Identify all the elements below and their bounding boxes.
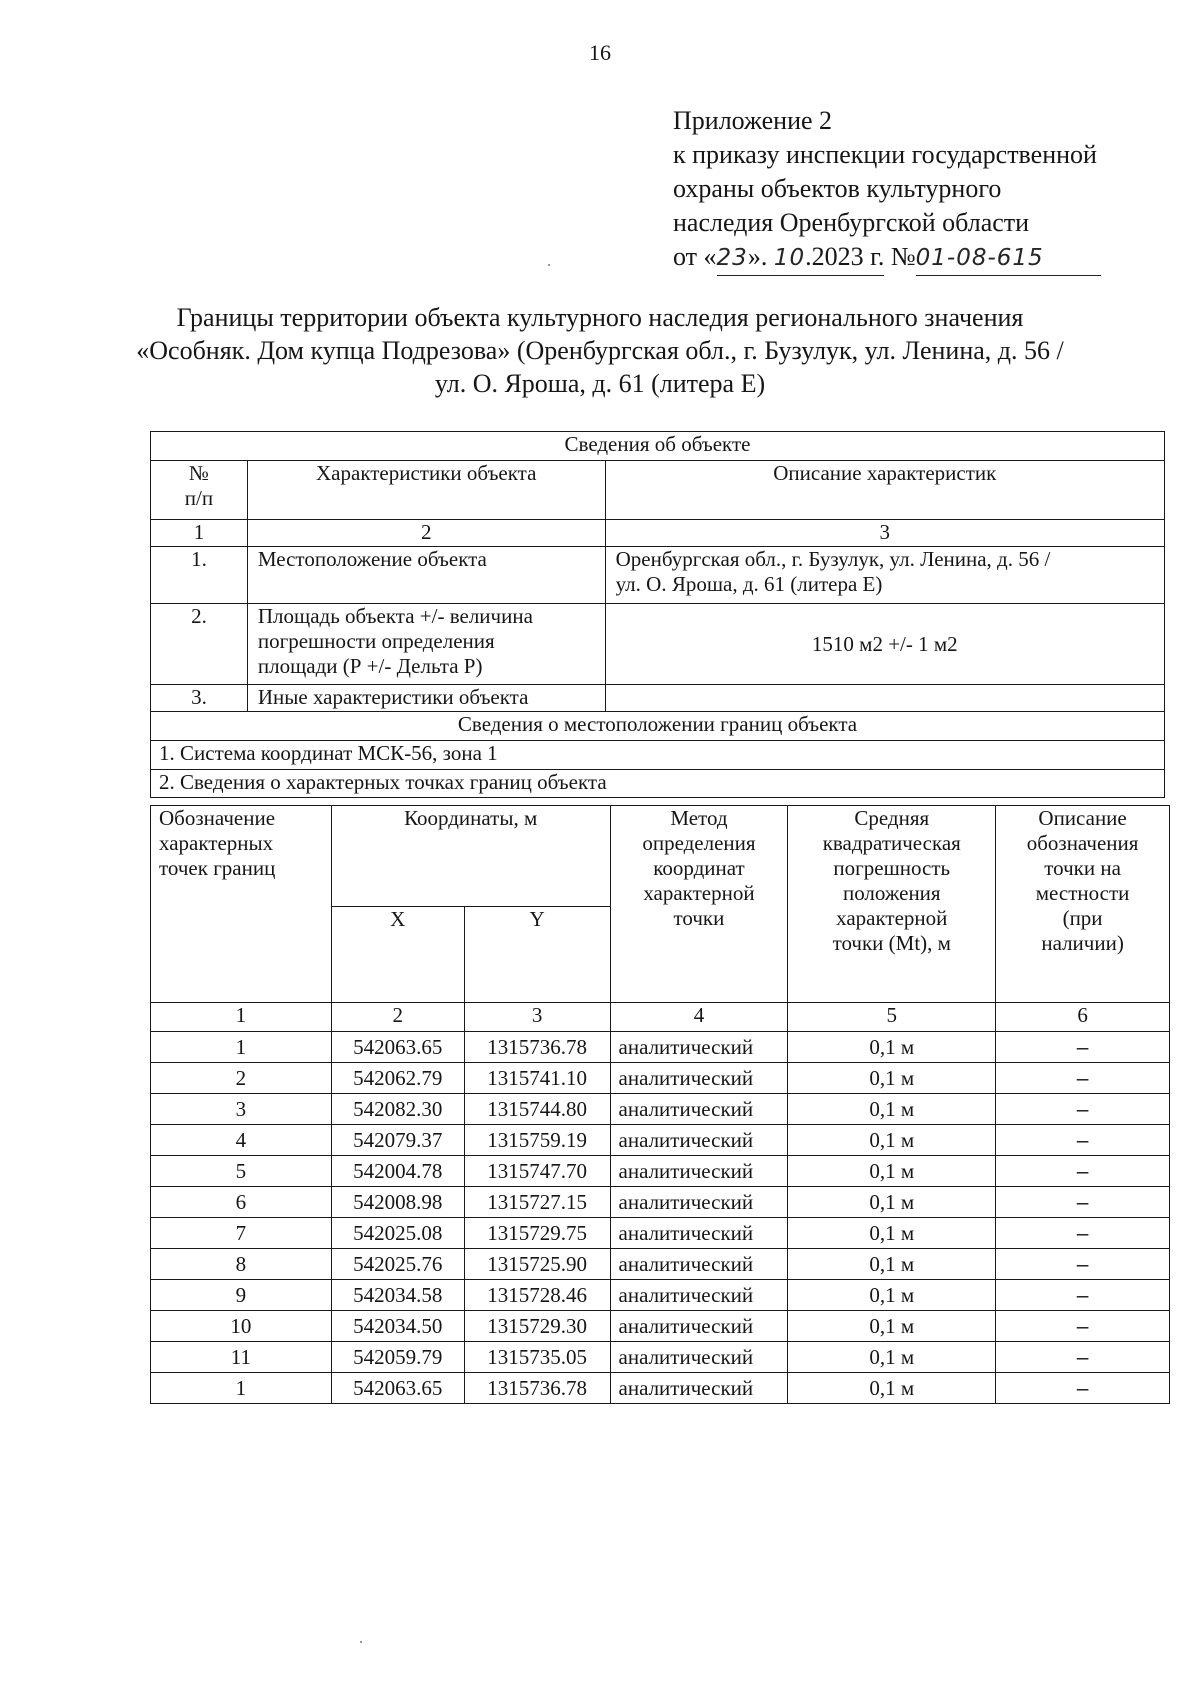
header-designation: Обозначение характерных точек границ [151, 806, 332, 1003]
error-cell: 0,1 м [788, 1032, 996, 1063]
row-num: 1. [151, 547, 248, 604]
number-prefix: № [884, 242, 916, 271]
description-cell: – [996, 1187, 1170, 1218]
table-row [151, 1187, 1170, 1218]
coordinate-y: 1315725.90 [464, 1249, 610, 1280]
title-line: Границы территории объекта культурного наследия регионального значения [176, 303, 1024, 332]
table-row [151, 1156, 1170, 1187]
row-characteristic: Иные характеристики объекта [247, 685, 605, 712]
description-cell: – [996, 1280, 1170, 1311]
point-number: 3 [151, 1094, 332, 1125]
title-line: ул. О. Яроша, д. 61 (литера Е) [434, 369, 766, 398]
date-day: 23 [716, 245, 748, 271]
error-cell: 0,1 м [788, 1063, 996, 1094]
method-cell: аналитический [610, 1311, 788, 1342]
method-cell: аналитический [610, 1156, 788, 1187]
point-number: 11 [151, 1342, 332, 1373]
scan-artifact [548, 264, 550, 266]
coordinate-y: 1315747.70 [464, 1156, 610, 1187]
header-error: Средняя квадратическая погрешность положения характерной точки (Mt), м [788, 806, 996, 1003]
description-cell: – [996, 1125, 1170, 1156]
error-cell: 0,1 м [788, 1249, 996, 1280]
description-cell: – [996, 1063, 1170, 1094]
method-cell: аналитический [610, 1373, 788, 1404]
header-point-description: Описание обозначения точки на местности (при наличии) [996, 806, 1170, 1003]
coordinate-y: 1315728.46 [464, 1280, 610, 1311]
point-number: 10 [151, 1311, 332, 1342]
method-cell: аналитический [610, 1125, 788, 1156]
table-row [151, 1094, 1170, 1125]
coordinate-x: 542062.79 [331, 1063, 464, 1094]
error-cell: 0,1 м [788, 1342, 996, 1373]
coordinate-y: 1315759.19 [464, 1125, 610, 1156]
coordinate-x: 542025.08 [331, 1218, 464, 1249]
date-prefix: от « [673, 242, 717, 271]
error-cell: 0,1 м [788, 1187, 996, 1218]
order-number-field [916, 240, 1101, 276]
coordinate-y: 1315744.80 [464, 1094, 610, 1125]
coordinate-x: 542063.65 [331, 1373, 464, 1404]
error-cell: 0,1 м [788, 1280, 996, 1311]
point-number: 9 [151, 1280, 332, 1311]
col-number: 4 [610, 1003, 788, 1032]
scan-artifact [360, 1641, 362, 1643]
coordinate-x: 542008.98 [331, 1187, 464, 1218]
coordinate-x: 542034.50 [331, 1311, 464, 1342]
coordinate-x: 542025.76 [331, 1249, 464, 1280]
page-number: 16 [589, 40, 611, 65]
row-num: 2. [151, 604, 248, 685]
point-number: 5 [151, 1156, 332, 1187]
point-number: 4 [151, 1125, 332, 1156]
row-description [605, 685, 1164, 712]
coordinate-x: 542034.58 [331, 1280, 464, 1311]
appendix-title: Приложение 2 [673, 106, 833, 135]
title-line: «Особняк. Дом купца Подрезова» (Оренбургская обл., г. Бузулук, ул. Ленина, д. 56 / [136, 336, 1064, 365]
coordinate-x: 542063.65 [331, 1032, 464, 1063]
method-cell: аналитический [610, 1342, 788, 1373]
coordinate-y: 1315729.75 [464, 1218, 610, 1249]
coordinate-y: 1315736.78 [464, 1032, 610, 1063]
points-title: 2. Сведения о характерных точках границ объекта [151, 770, 1165, 798]
order-number: 01-08-615 [915, 245, 1044, 271]
header-characteristic: Характеристики объекта [247, 461, 605, 520]
coordinate-y: 1315729.30 [464, 1311, 610, 1342]
method-cell: аналитический [610, 1187, 788, 1218]
header-method: Метод определения координат характерной точки [610, 806, 788, 1003]
date-separator: ». [747, 242, 774, 271]
appendix-block [673, 104, 1101, 276]
table-row [151, 1125, 1170, 1156]
date-field [717, 240, 885, 276]
col-number: 3 [605, 520, 1164, 547]
table-row [151, 1342, 1170, 1373]
boundary-points-table [150, 805, 1170, 1404]
col-number: 2 [331, 1003, 464, 1032]
description-cell: – [996, 1373, 1170, 1404]
header-description: Описание характеристик [605, 461, 1164, 520]
method-cell: аналитический [610, 1280, 788, 1311]
method-cell: аналитический [610, 1063, 788, 1094]
coordinate-system: 1. Система координат МСК-56, зона 1 [151, 741, 1165, 770]
document-title [0, 301, 1200, 400]
table-row [151, 1063, 1170, 1094]
row-description: Оренбургская обл., г. Бузулук, ул. Ленина, д. 56 / ул. О. Яроша, д. 61 (литера Е) [605, 547, 1164, 604]
col-number: 1 [151, 1003, 332, 1032]
col-number: 6 [996, 1003, 1170, 1032]
appendix-line: к приказу инспекции государственной [673, 140, 1097, 169]
header-num: № п/п [151, 461, 248, 520]
point-number: 7 [151, 1218, 332, 1249]
method-cell: аналитический [610, 1249, 788, 1280]
row-num: 3. [151, 685, 248, 712]
coordinate-x: 542079.37 [331, 1125, 464, 1156]
description-cell: – [996, 1311, 1170, 1342]
description-cell: – [996, 1156, 1170, 1187]
object-info-table [150, 431, 1165, 798]
error-cell: 0,1 м [788, 1125, 996, 1156]
method-cell: аналитический [610, 1218, 788, 1249]
method-cell: аналитический [610, 1094, 788, 1125]
description-cell: – [996, 1342, 1170, 1373]
col-number: 2 [247, 520, 605, 547]
header-y: Y [464, 907, 610, 1003]
point-number: 1 [151, 1032, 332, 1063]
error-cell: 0,1 м [788, 1094, 996, 1125]
coordinate-x: 542082.30 [331, 1094, 464, 1125]
table-row [151, 1218, 1170, 1249]
point-number: 1 [151, 1373, 332, 1404]
table-row [151, 1311, 1170, 1342]
table-row [151, 1249, 1170, 1280]
table-row [151, 1032, 1170, 1063]
appendix-line: наследия Оренбургской области [673, 208, 1030, 237]
location-title: Сведения о местоположении границ объекта [151, 712, 1165, 741]
coordinate-y: 1315727.15 [464, 1187, 610, 1218]
point-number: 6 [151, 1187, 332, 1218]
appendix-date-line [673, 240, 1101, 276]
appendix-line: охраны объектов культурного [673, 174, 1002, 203]
error-cell: 0,1 м [788, 1311, 996, 1342]
coordinate-x: 542004.78 [331, 1156, 464, 1187]
coordinate-y: 1315736.78 [464, 1373, 610, 1404]
row-characteristic: Площадь объекта +/- величина погрешности определения площади (Р +/- Дельта Р) [247, 604, 605, 685]
coordinate-y: 1315735.05 [464, 1342, 610, 1373]
description-cell: – [996, 1249, 1170, 1280]
point-number: 2 [151, 1063, 332, 1094]
points-body [151, 1032, 1170, 1404]
header-coordinates: Координаты, м [331, 806, 610, 907]
description-cell: – [996, 1032, 1170, 1063]
description-cell: – [996, 1218, 1170, 1249]
col-number: 5 [788, 1003, 996, 1032]
date-year: .2023 г. [805, 242, 885, 271]
col-number: 3 [464, 1003, 610, 1032]
error-cell: 0,1 м [788, 1373, 996, 1404]
col-number: 1 [151, 520, 248, 547]
error-cell: 0,1 м [788, 1218, 996, 1249]
coordinate-y: 1315741.10 [464, 1063, 610, 1094]
table-row [151, 1373, 1170, 1404]
error-cell: 0,1 м [788, 1156, 996, 1187]
row-description: 1510 м2 +/- 1 м2 [605, 604, 1164, 685]
section-title: Сведения об объекте [151, 432, 1165, 461]
table-row [151, 1280, 1170, 1311]
coordinate-x: 542059.79 [331, 1342, 464, 1373]
date-month: 10 [773, 245, 806, 271]
point-number: 8 [151, 1249, 332, 1280]
method-cell: аналитический [610, 1032, 788, 1063]
header-x: X [331, 907, 464, 1003]
description-cell: – [996, 1094, 1170, 1125]
row-characteristic: Местоположение объекта [247, 547, 605, 604]
